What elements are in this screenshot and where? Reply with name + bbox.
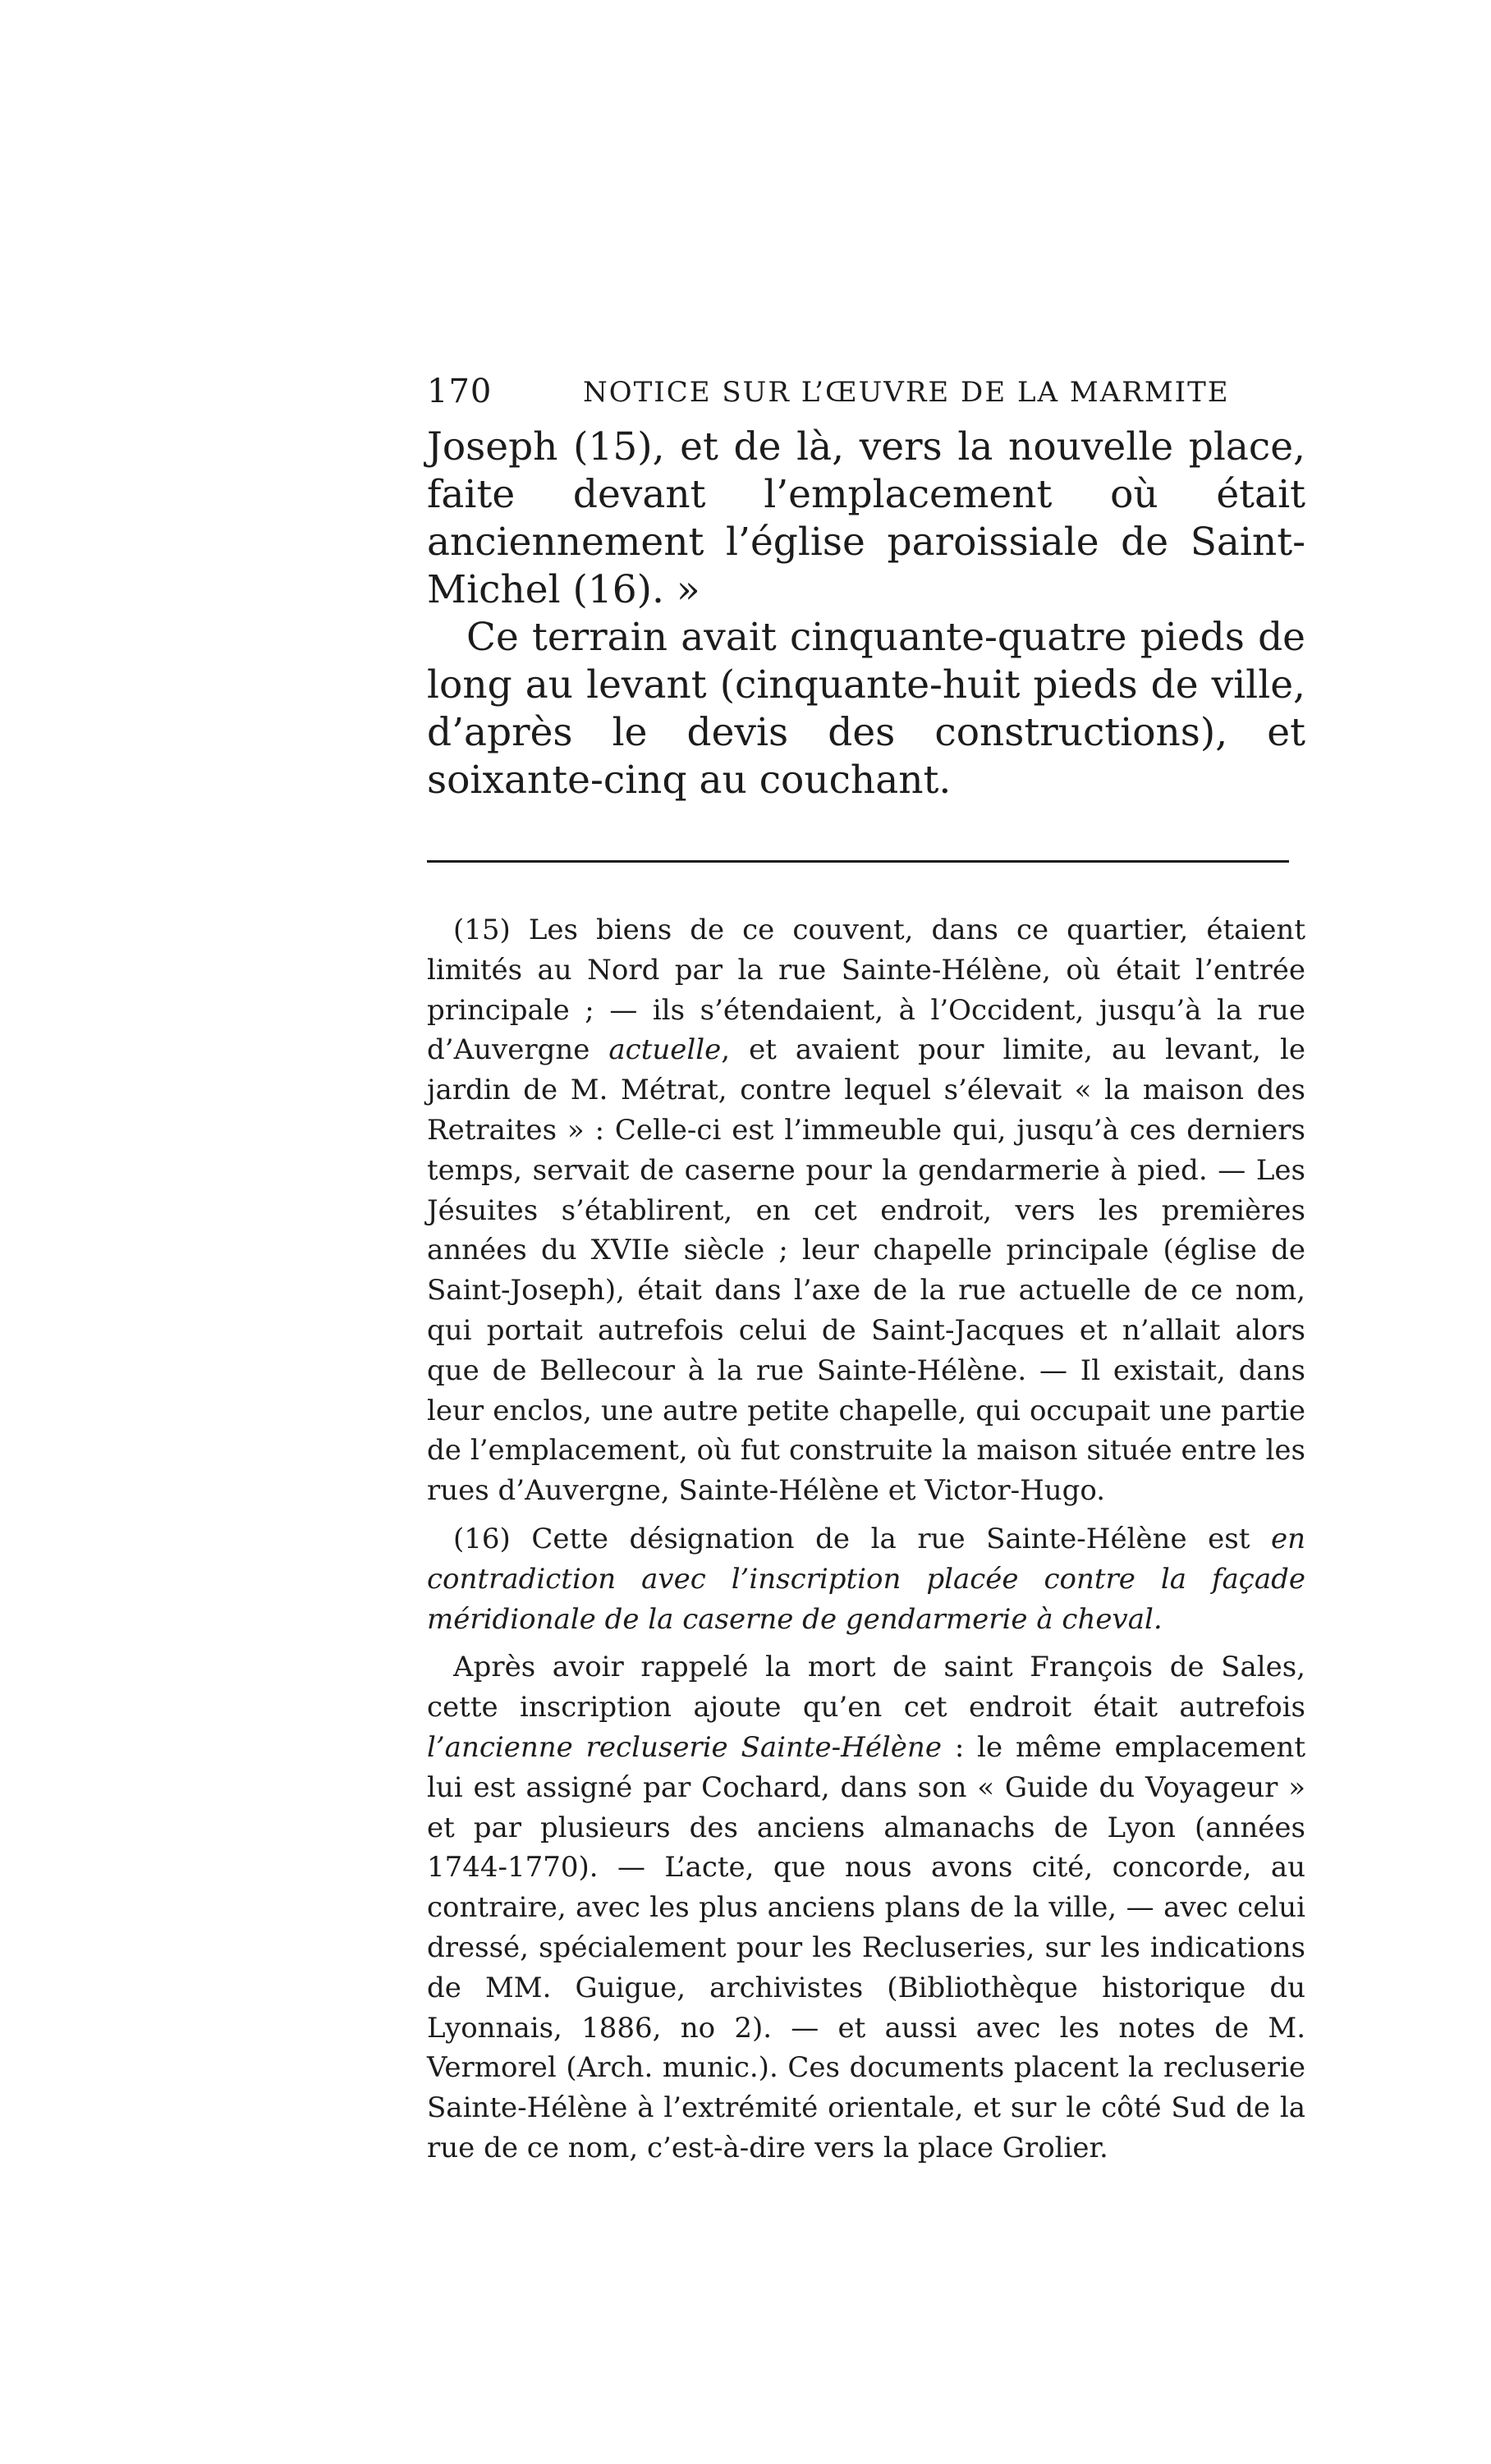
footnote-italic: actuelle bbox=[608, 1033, 722, 1067]
footnote-separator-rule bbox=[427, 860, 1289, 863]
page-content bbox=[427, 361, 1305, 2177]
page-number: 170 bbox=[427, 373, 493, 410]
footnote-15 bbox=[427, 910, 1305, 1511]
footnote-text: (15) Les biens de ce couvent, dans ce quartier, étaient limités au Nord par la rue Sainte-Hélène, où était l’entrée principale ; — ils s’étendaient, à l’Occident, jusqu’à la rue d’Auvergne bbox=[427, 914, 1305, 1067]
footnote-text: : le même emplacement lui est assigné par Cochard, dans son « Guide du Voyageur » et par plusieurs des anciens almanachs de Lyon (années 1744-1770). — L’acte, que nous avons cité, concorde, au contraire, avec les plus anciens plans de la ville, — avec celui dressé, spécialement pour les Recluseries, sur les indications de MM. Guigue, archivistes (Bibliothèque historique du Lyonnais, 1886, no 2). — et aussi avec les notes de M. Vermorel (Arch. munic.). Ces documents placent la recluserie Sainte-Hélène à l’extrémité orientale, et sur le côté Sud de la rue de ce nom, c’est-à-dire vers la place Grolier. bbox=[427, 1730, 1305, 2164]
footnote-text: , et avaient pour limite, au levant, le jardin de M. Métrat, contre lequel s’élevait « la maison des Retraites » : Celle-ci est l’immeuble qui, jusqu’à ces derniers temps, servait de caserne pour la gendarmerie à pied. — Les Jésuites s’établirent, en cet endroit, vers les premières années du XVIIe siècle ; leur chapelle principale (église de Saint-Joseph), était dans l’axe de la rue actuelle de ce nom, qui portait autrefois celui de Saint-Jacques et n’allait alors que de Bellecour à la rue Sainte-Hélène. — Il existait, dans leur enclos, une autre petite chapelle, qui occupait une partie de l’emplacement, où fut construite la maison située entre les rues d’Auvergne, Sainte-Hélène et Victor-Hugo. bbox=[427, 1033, 1305, 1508]
body-paragraph: Ce terrain avait cinquante-quatre pieds de long au levant (cinquante-huit pieds de ville, d’après le devis des constructions), et soixante-cinq au couchant. bbox=[427, 615, 1305, 803]
footnote-16 bbox=[427, 1519, 1305, 1639]
running-title: NOTICE SUR L’ŒUVRE DE LA MARMITE bbox=[583, 376, 1230, 409]
body-paragraph: Joseph (15), et de là, vers la nouvelle place, faite devant l’emplacement où était anciennement l’église paroissiale de Saint-Michel (16). » bbox=[427, 424, 1305, 612]
main-text bbox=[427, 424, 1305, 804]
footnote-16-continuation bbox=[427, 1647, 1305, 2168]
footnote-text: Après avoir rappelé la mort de saint François de Sales, cette inscription ajoute qu’en cet endroit était autrefois bbox=[427, 1651, 1305, 1724]
footnote-text: (16) Cette désignation de la rue Sainte-Hélène est bbox=[453, 1522, 1271, 1555]
footnote-italic: l’ancienne recluserie Sainte-Hélène bbox=[427, 1730, 942, 1764]
running-head bbox=[427, 361, 1305, 419]
footnote-italic: en contradiction avec l’inscription placée contre la façade méridionale de la caserne de gendarmerie à cheval. bbox=[427, 1522, 1305, 1636]
footnotes bbox=[427, 910, 1305, 2169]
